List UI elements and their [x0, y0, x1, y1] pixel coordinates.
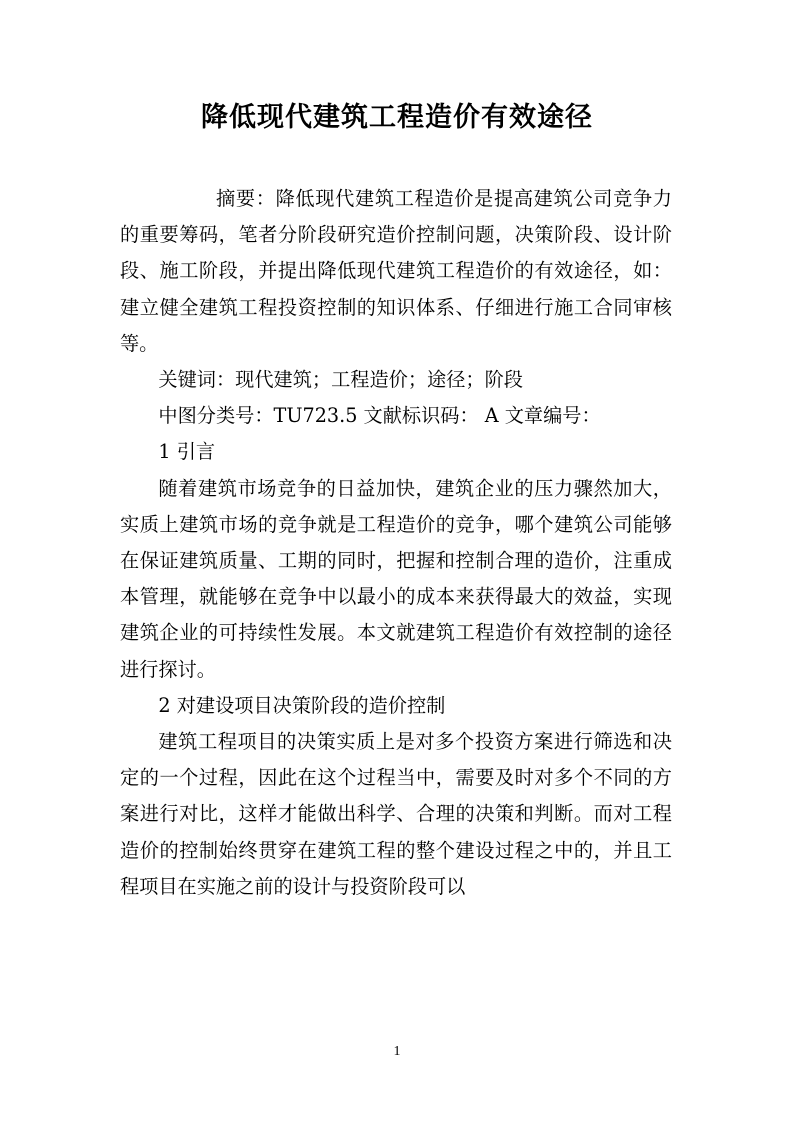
page-number: 1: [393, 1044, 401, 1059]
section-heading-introduction: 1 引言: [158, 440, 216, 464]
keywords-line: 关键词：现代建筑；工程造价；途径；阶段: [158, 368, 523, 392]
document-title: 降低现代建筑工程造价有效途径: [201, 102, 593, 133]
introduction-paragraph: 随着建筑市场竞争的日益加快，建筑企业的压力骤然加大，实质上建筑市场的竞争就是工程造价的竞争，哪个建筑公司能够在保证建筑质量、工期的同时，把握和控制合理的造价，注重成本管理，就能够在竞争中以最小的成本来获得最大的效益，实现建筑企业的可持续性发展。本文就建筑工程造价有效控制的途径进行探讨。: [120, 476, 672, 681]
abstract-paragraph: 摘要：降低现代建筑工程造价是提高建筑公司竞争力的重要筹码，笔者分阶段研究造价控制问题，决策阶段、设计阶段、施工阶段，并提出降低现代建筑工程造价的有效途径，如：建立健全建筑工程投资控制的知识体系、仔细进行施工合同审核等。: [120, 187, 672, 355]
section-heading-decision-stage: 2 对建设项目决策阶段的造价控制: [158, 693, 446, 717]
decision-stage-paragraph: 建筑工程项目的决策实质上是对多个投资方案进行筛选和决定的一个过程，因此在这个过程当中，需要及时对多个不同的方案进行对比，这样才能做出科学、合理的决策和判断。而对工程造价的控制始终贯穿在建筑工程的整个建设过程之中的，并且工程项目在实施之前的设计与投资阶段可以: [120, 730, 672, 898]
document-body: [120, 181, 672, 905]
classification-line: 中图分类号：TU723.5 文献标识码： A 文章编号：: [158, 404, 601, 428]
